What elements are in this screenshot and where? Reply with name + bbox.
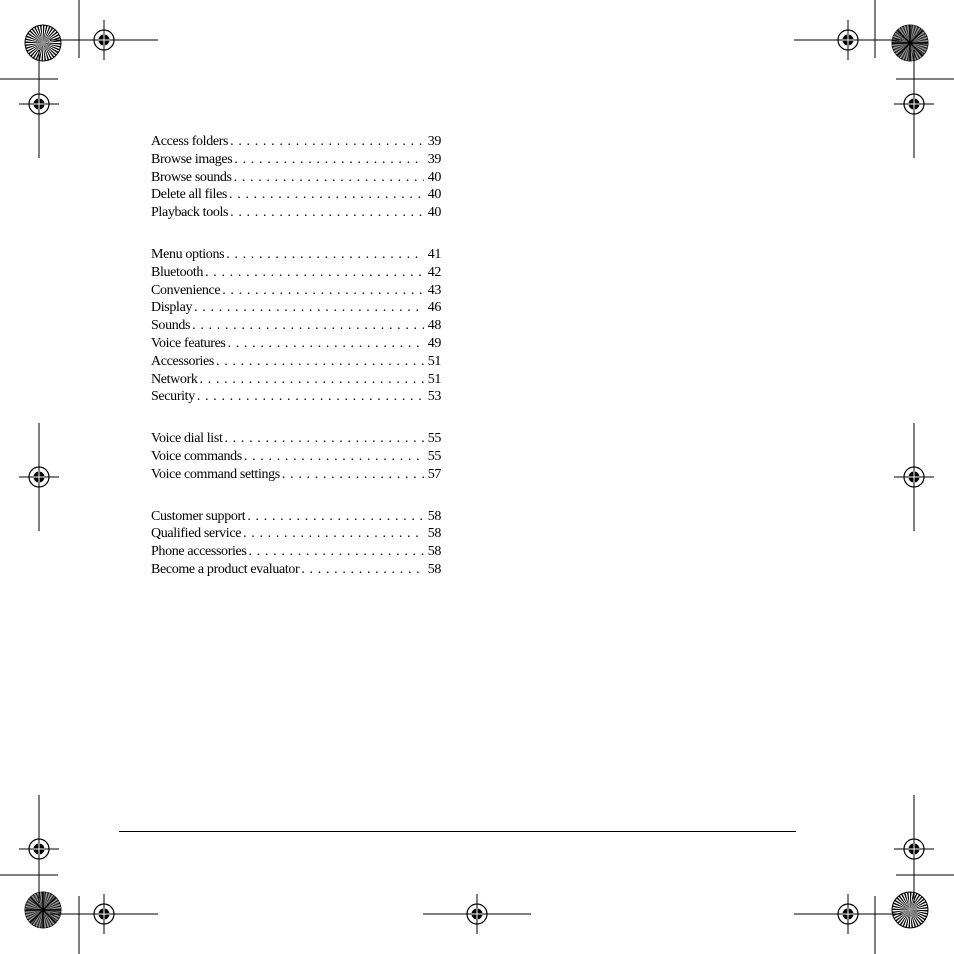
registration-mark-icon xyxy=(19,423,59,531)
toc-entry-title: Voice features xyxy=(151,335,226,351)
toc-entry[interactable] xyxy=(151,335,441,353)
footer-rule xyxy=(119,831,796,832)
starburst-icon xyxy=(892,25,928,61)
group-spacer xyxy=(151,222,441,246)
toc-entry[interactable] xyxy=(151,371,441,389)
toc-group-support xyxy=(151,508,441,579)
toc-entry-title: Phone accessories xyxy=(151,544,247,560)
toc-entry[interactable] xyxy=(151,204,441,222)
toc-entry[interactable] xyxy=(151,561,441,579)
toc-entry-page: 40 xyxy=(427,169,441,185)
dot-leader xyxy=(200,371,424,389)
toc-entry-page: 41 xyxy=(427,246,441,262)
dot-leader xyxy=(282,466,424,484)
dot-leader xyxy=(249,543,424,561)
toc-entry-page: 58 xyxy=(427,508,441,524)
starburst-icon xyxy=(25,892,61,928)
toc-entry[interactable] xyxy=(151,353,441,371)
dot-leader xyxy=(229,186,424,204)
dot-leader xyxy=(230,204,424,222)
starburst-icon xyxy=(892,892,928,928)
registration-mark-icon xyxy=(794,894,902,934)
toc-entry-page: 58 xyxy=(427,544,441,560)
toc-entry[interactable] xyxy=(151,317,441,335)
toc-entry-page: 57 xyxy=(427,466,441,482)
dot-leader xyxy=(230,133,424,151)
toc-entry[interactable] xyxy=(151,525,441,543)
toc-entry-page: 49 xyxy=(427,335,441,351)
dot-leader xyxy=(205,264,424,282)
toc-entry-page: 48 xyxy=(427,318,441,334)
dot-leader xyxy=(194,299,424,317)
toc-entry-page: 42 xyxy=(427,264,441,280)
toc-entry-title: Accessories xyxy=(151,353,215,369)
toc-entry-page: 55 xyxy=(427,448,441,464)
dot-leader xyxy=(192,317,424,335)
toc-entry-title: Voice commands xyxy=(151,448,242,464)
toc-entry[interactable] xyxy=(151,264,441,282)
toc-entry[interactable] xyxy=(151,282,441,300)
toc-group-voice xyxy=(151,430,441,483)
group-spacer xyxy=(151,484,441,508)
toc-group-media xyxy=(151,133,441,222)
toc-entry-title: Sounds xyxy=(151,318,191,334)
dot-leader xyxy=(234,151,424,169)
toc-entry[interactable] xyxy=(151,299,441,317)
dot-leader xyxy=(216,353,424,371)
toc-entry-title: Customer support xyxy=(151,508,246,524)
toc-entry-page: 43 xyxy=(427,282,441,298)
toc-entry-page: 40 xyxy=(427,187,441,203)
toc-entry[interactable] xyxy=(151,169,441,187)
toc-entry-title: Menu options xyxy=(151,246,225,262)
dot-leader xyxy=(247,508,424,526)
toc-entry[interactable] xyxy=(151,388,441,406)
toc-entry[interactable] xyxy=(151,430,441,448)
registration-mark-icon xyxy=(794,20,902,60)
dot-leader xyxy=(222,282,424,300)
toc-entry-page: 51 xyxy=(427,371,441,387)
registration-mark-icon xyxy=(19,795,59,903)
table-of-contents xyxy=(151,133,441,579)
registration-mark-icon xyxy=(894,795,934,903)
toc-entry[interactable] xyxy=(151,543,441,561)
registration-mark-icon xyxy=(19,50,59,158)
toc-entry-title: Playback tools xyxy=(151,205,229,221)
toc-entry-title: Qualified service xyxy=(151,526,242,542)
toc-entry-title: Delete all files xyxy=(151,187,228,203)
toc-entry-title: Convenience xyxy=(151,282,221,298)
group-spacer xyxy=(151,406,441,430)
starburst-icon xyxy=(25,25,61,61)
toc-entry-page: 58 xyxy=(427,561,441,577)
toc-entry[interactable] xyxy=(151,448,441,466)
toc-entry-page: 58 xyxy=(427,526,441,542)
toc-entry-title: Security xyxy=(151,389,195,405)
registration-mark-icon xyxy=(894,50,934,158)
registration-mark-icon xyxy=(894,423,934,531)
toc-entry-page: 39 xyxy=(427,134,441,149)
toc-entry[interactable] xyxy=(151,186,441,204)
dot-leader xyxy=(243,525,424,543)
dot-leader xyxy=(197,388,424,406)
dot-leader xyxy=(234,169,424,187)
toc-entry-title: Browse images xyxy=(151,151,233,167)
toc-entry-title: Network xyxy=(151,371,198,387)
toc-entry-title: Display xyxy=(151,300,193,316)
toc-entry-title: Bluetooth xyxy=(151,264,204,280)
toc-entry[interactable] xyxy=(151,246,441,264)
toc-entry[interactable] xyxy=(151,466,441,484)
registration-mark-icon xyxy=(423,894,531,934)
toc-group-settings xyxy=(151,246,441,406)
dot-leader xyxy=(224,430,424,448)
toc-entry-title: Voice command settings xyxy=(151,466,280,482)
toc-entry-title: Become a product evaluator xyxy=(151,561,300,577)
toc-entry[interactable] xyxy=(151,151,441,169)
toc-entry-page: 46 xyxy=(427,300,441,316)
toc-entry-page: 51 xyxy=(427,353,441,369)
toc-entry-page: 39 xyxy=(427,151,441,167)
toc-entry[interactable] xyxy=(151,133,441,151)
toc-entry-title: Voice dial list xyxy=(151,431,223,447)
registration-mark-icon xyxy=(50,894,158,934)
toc-entry-page: 40 xyxy=(427,205,441,221)
dot-leader xyxy=(228,335,424,353)
toc-entry-title: Access folders xyxy=(151,134,229,149)
dot-leader xyxy=(244,448,424,466)
registration-mark-icon xyxy=(50,20,158,60)
toc-entry-page: 53 xyxy=(427,389,441,405)
dot-leader xyxy=(301,561,424,579)
toc-entry[interactable] xyxy=(151,508,441,526)
toc-entry-title: Browse sounds xyxy=(151,169,232,185)
toc-entry-page: 55 xyxy=(427,431,441,447)
dot-leader xyxy=(226,246,424,264)
